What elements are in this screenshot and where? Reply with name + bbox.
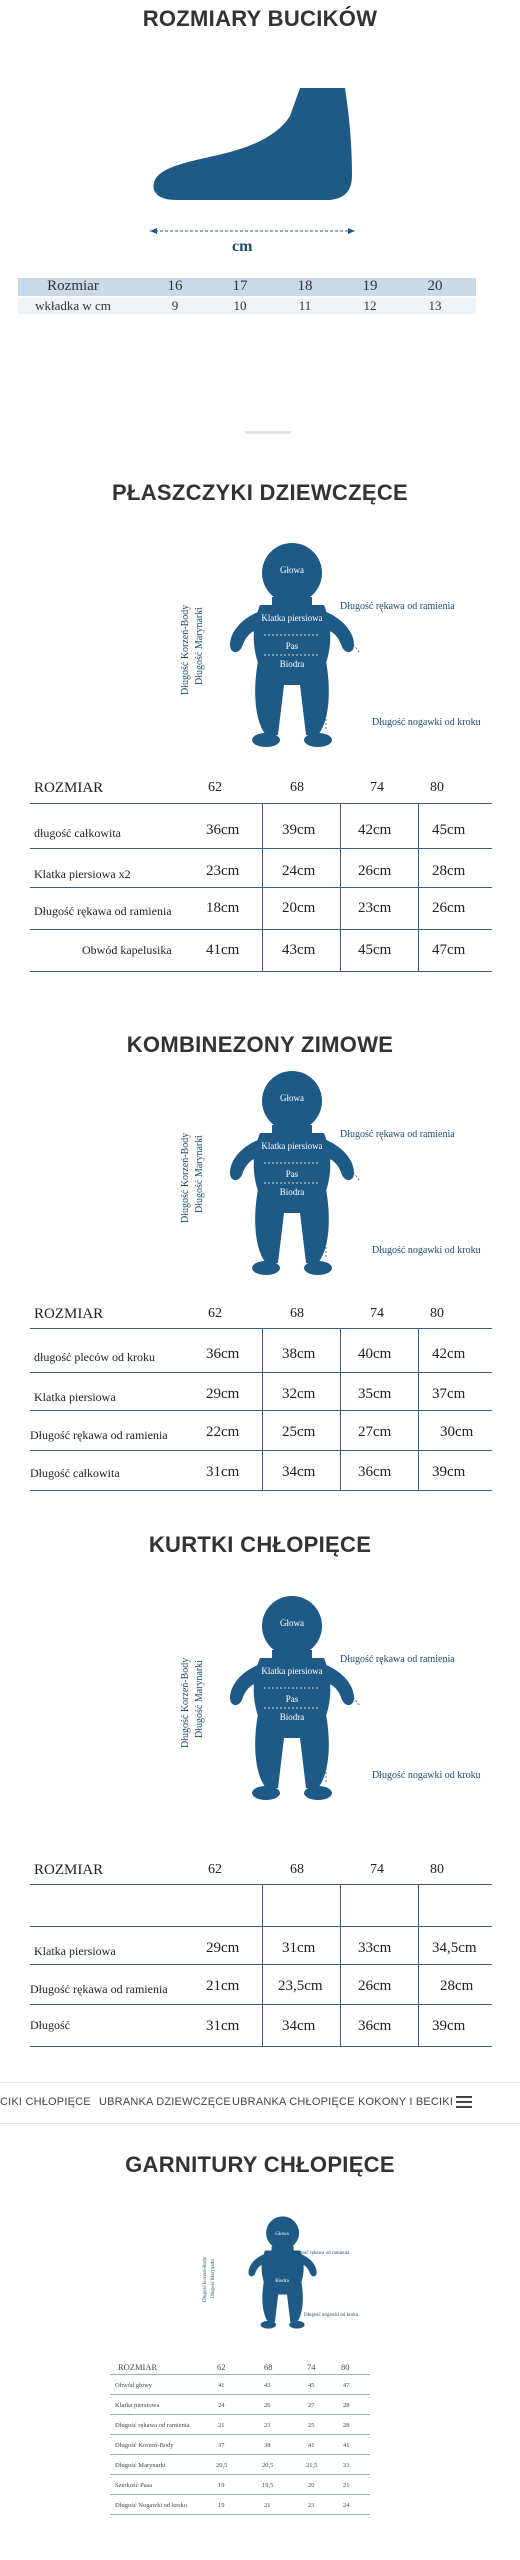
sets-cell: 45 xyxy=(308,2382,315,2389)
sets-header-label: ROZMIAR xyxy=(118,2362,158,2372)
sets-cell: 19 xyxy=(218,2482,225,2489)
sets-cell: 21 xyxy=(264,2502,271,2509)
winter-cell: 32cm xyxy=(282,1386,316,1402)
jackets-header-label: ROZMIAR xyxy=(34,1862,104,1878)
label-sleeve: Długość rękawa od ramienia xyxy=(340,1129,455,1140)
category-nav-bar xyxy=(0,2082,520,2124)
coats-cell: 39cm xyxy=(282,822,316,838)
coats-cell: 24cm xyxy=(282,863,316,879)
jackets-cell: 39cm xyxy=(432,2018,466,2034)
winter-cell: 36cm xyxy=(358,1464,392,1480)
jackets-cell: 29cm xyxy=(206,1940,240,1956)
label-body-length: Długość Korzeń-Body xyxy=(203,2256,208,2302)
winter-cell: 35cm xyxy=(358,1386,392,1402)
coats-header-label: ROZMIAR xyxy=(34,780,104,796)
baby-measure-diagram xyxy=(160,1063,500,1293)
label-body-length: Długość Korzeń-Body xyxy=(180,1132,191,1223)
label-sleeve: Długość rękawa od ramienia xyxy=(340,601,455,612)
label-jacket-length: Długość Marynarki xyxy=(194,606,205,685)
winter-cell: 22cm xyxy=(206,1424,240,1440)
boots-title: ROZMIARY BUCIKÓW xyxy=(142,6,378,31)
sets-cell: 23 xyxy=(308,2502,315,2509)
boots-size: 18 xyxy=(297,278,313,294)
winter-cell: 39cm xyxy=(432,1464,466,1480)
coats-title: PŁASZCZYKI DZIEWCZĘCE xyxy=(112,480,408,505)
winter-cell: 36cm xyxy=(206,1346,240,1362)
separator-mark xyxy=(245,431,291,434)
label-jacket-length: Długość Marynarki xyxy=(194,1659,205,1738)
label-waist: Pas xyxy=(285,1169,299,1179)
coats-row-label: Klatka piersiowa x2 xyxy=(34,867,131,881)
boots-size: 20 xyxy=(427,278,443,294)
winter-cell: 29cm xyxy=(206,1386,240,1402)
jackets-cell: 26cm xyxy=(358,1978,392,1994)
coats-cell: 26cm xyxy=(358,863,392,879)
label-head: Głowa xyxy=(280,1093,304,1103)
coats-cell: 26cm xyxy=(432,900,466,916)
baby-measure-diagram xyxy=(160,1588,500,1818)
foot-illustration xyxy=(140,80,380,235)
boots-row-size-label: Rozmiar xyxy=(47,278,99,294)
sets-size-col: 68 xyxy=(264,2362,273,2372)
jackets-cell: 28cm xyxy=(440,1978,474,1994)
coats-cell: 43cm xyxy=(282,942,316,958)
winter-cell: 30cm xyxy=(440,1424,474,1440)
winter-cell: 38cm xyxy=(282,1346,316,1362)
coats-size-col: 74 xyxy=(370,780,384,795)
jackets-size-col: 62 xyxy=(208,1862,222,1877)
coats-cell: 36cm xyxy=(206,822,240,838)
jackets-cell: 34cm xyxy=(282,2018,316,2034)
winter-row-label: Klatka piersiowa xyxy=(34,1390,116,1404)
nav-item-girls-clothes[interactable]: UBRANKA DZIEWCZĘCE xyxy=(99,2096,231,2108)
sets-cell: 19,5 xyxy=(262,2482,274,2489)
label-hips: Biodra xyxy=(279,1712,305,1722)
jackets-cell: 23,5cm xyxy=(278,1978,323,1994)
sets-cell: 43 xyxy=(264,2382,271,2389)
label-leg: Długość nogawki od kroku xyxy=(372,1245,481,1256)
sets-cell: 27 xyxy=(308,2402,315,2409)
sets-row-label: Obwód głowy xyxy=(115,2382,153,2389)
label-head: Głowa xyxy=(280,1618,304,1628)
winter-row-label: długość pleców od kroku xyxy=(34,1350,155,1364)
jackets-row-label: Długość rękawa od ramienia xyxy=(30,1982,168,1996)
label-leg: Długość nogawki od kroku xyxy=(304,2313,359,2318)
label-waist: Pas xyxy=(285,1694,299,1704)
sets-row-label: Długość Marynarki xyxy=(115,2462,166,2469)
winter-row-label: Długość rękawa od ramienia xyxy=(30,1428,168,1442)
boots-size: 16 xyxy=(167,278,183,294)
winter-header-label: ROZMIAR xyxy=(34,1306,104,1322)
sets-cell: 47 xyxy=(343,2382,350,2389)
coats-cell: 45cm xyxy=(358,942,392,958)
jackets-size-col: 68 xyxy=(290,1862,304,1877)
sets-cell: 37 xyxy=(218,2442,225,2449)
sets-cell: 25 xyxy=(308,2422,315,2429)
label-sleeve: Długość rękawa od ramienia xyxy=(340,1654,455,1665)
jackets-size-col: 80 xyxy=(430,1862,444,1877)
winter-title: KOMBINEZONY ZIMOWE xyxy=(126,1032,394,1057)
boots-insole: 9 xyxy=(171,298,179,313)
winter-cell: 40cm xyxy=(358,1346,392,1362)
boots-insole: 11 xyxy=(298,298,312,313)
sets-cell: 38 xyxy=(264,2442,271,2449)
winter-cell: 37cm xyxy=(432,1386,466,1402)
label-body-length: Długość Korzeń-Body xyxy=(180,604,191,695)
label-leg: Długość nogawki od kroku xyxy=(372,1770,481,1781)
boots-size: 19 xyxy=(362,278,378,294)
label-jacket-length: Długość Marynarki xyxy=(211,2258,216,2298)
foot-shape xyxy=(153,88,352,200)
label-sleeve: Długość rękawa od ramienia xyxy=(292,2251,350,2256)
coats-cell: 20cm xyxy=(282,900,316,916)
jackets-row-label: Długość xyxy=(30,2018,70,2032)
jackets-title: KURTKI CHŁOPIĘCE xyxy=(148,1532,372,1557)
label-chest: Klatka piersiowa xyxy=(261,1666,323,1676)
sets-cell: 24 xyxy=(218,2402,225,2409)
winter-size-col: 62 xyxy=(208,1306,222,1321)
sets-cell: 41 xyxy=(343,2442,350,2449)
sets-row-label: Długość Korzeń-Body xyxy=(115,2442,174,2449)
coats-size-col: 80 xyxy=(430,780,444,795)
nav-item-boys-shoes[interactable]: CIKI CHŁOPIĘCE xyxy=(0,2096,91,2108)
coats-row-label: Długość rękawa od ramienia xyxy=(34,904,172,918)
jackets-cell: 33cm xyxy=(358,1940,392,1956)
coats-size-col: 68 xyxy=(290,780,304,795)
sets-cell: 23 xyxy=(264,2422,271,2429)
winter-size-col: 68 xyxy=(290,1306,304,1321)
sets-cell: 20 xyxy=(308,2482,315,2489)
label-body-length: Długość Korzeń-Body xyxy=(180,1657,191,1748)
label-head: Głowa xyxy=(275,2232,289,2237)
coats-cell: 23cm xyxy=(358,900,392,916)
sets-row-label: Klatka piersiowa xyxy=(115,2402,160,2409)
label-waist: Pas xyxy=(285,641,299,651)
coats-cell: 28cm xyxy=(432,863,466,879)
coats-size-col: 62 xyxy=(208,780,222,795)
label-hips: Biodra xyxy=(279,659,305,669)
label-chest: Klatka piersiowa xyxy=(261,1141,323,1151)
sets-cell: 21,5 xyxy=(306,2462,318,2469)
jackets-size-col: 74 xyxy=(370,1862,384,1877)
boots-insole: 12 xyxy=(363,298,377,313)
sets-cell: 41 xyxy=(218,2382,225,2389)
boots-size: 17 xyxy=(232,278,248,294)
sets-cell: 19 xyxy=(218,2502,225,2509)
sets-cell: 41 xyxy=(308,2442,315,2449)
label-hips: Biodra xyxy=(275,2279,289,2284)
boots-insole: 13 xyxy=(428,298,442,313)
sets-row-label: Szerkość Pasa xyxy=(115,2482,153,2489)
baby-measure-diagram xyxy=(160,535,500,765)
baby-measure-diagram-small xyxy=(190,2212,390,2347)
winter-row-label: Długość całkowita xyxy=(30,1466,120,1480)
winter-cell: 31cm xyxy=(206,1464,240,1480)
sets-row-label: Długość Nogawki od kroku xyxy=(115,2502,188,2509)
sets-title: GARNITURY CHŁOPIĘCE xyxy=(125,2152,395,2177)
label-leg: Długość nogawki od kroku xyxy=(372,717,481,728)
nav-item-cocoons[interactable]: KOKONY I BECIKI xyxy=(358,2096,454,2108)
winter-cell: 42cm xyxy=(432,1346,466,1362)
jackets-cell: 31cm xyxy=(206,2018,240,2034)
sets-cell: 28 xyxy=(343,2402,350,2409)
sets-cell: 21 xyxy=(343,2482,350,2489)
sets-cell: 20,5 xyxy=(262,2462,274,2469)
boots-row-insole-label: wkładka w cm xyxy=(35,298,111,313)
cm-label: cm xyxy=(232,238,253,255)
sets-row-label: Długość rękawa od ramienia xyxy=(115,2422,190,2429)
coats-row-label: długość całkowita xyxy=(34,826,121,840)
sets-cell: 26 xyxy=(264,2402,271,2409)
label-hips: Biodra xyxy=(279,1187,305,1197)
nav-item-boys-clothes[interactable]: UBRANKA CHŁOPIĘCE xyxy=(232,2096,355,2108)
sets-cell: 21 xyxy=(218,2422,225,2429)
coats-cell: 41cm xyxy=(206,942,240,958)
winter-cell: 25cm xyxy=(282,1424,316,1440)
coats-row-label: Obwód kapelusika xyxy=(82,943,172,957)
label-jacket-length: Długość Marynarki xyxy=(194,1134,205,1213)
label-chest: Klatka piersiowa xyxy=(261,613,323,623)
winter-cell: 34cm xyxy=(282,1464,316,1480)
coats-cell: 42cm xyxy=(358,822,392,838)
sets-size-col: 80 xyxy=(341,2362,350,2372)
coats-cell: 18cm xyxy=(206,900,240,916)
hamburger-menu-icon[interactable] xyxy=(456,2096,472,2108)
jackets-cell: 36cm xyxy=(358,2018,392,2034)
boots-insole: 10 xyxy=(233,298,247,313)
jackets-cell: 31cm xyxy=(282,1940,316,1956)
jackets-row-label: Klatka piersiowa xyxy=(34,1944,116,1958)
winter-size-col: 80 xyxy=(430,1306,444,1321)
sets-size-col: 74 xyxy=(307,2362,316,2372)
coats-cell: 45cm xyxy=(432,822,466,838)
sets-cell: 20,5 xyxy=(216,2462,228,2469)
coats-cell: 23cm xyxy=(206,863,240,879)
sets-size-col: 62 xyxy=(217,2362,226,2372)
coats-cell: 47cm xyxy=(432,942,466,958)
winter-cell: 27cm xyxy=(358,1424,392,1440)
sets-cell: 33 xyxy=(343,2462,350,2469)
jackets-cell: 21cm xyxy=(206,1978,240,1994)
label-head: Głowa xyxy=(280,565,304,575)
sets-cell: 24 xyxy=(343,2502,350,2509)
jackets-cell: 34,5cm xyxy=(432,1940,477,1956)
sets-cell: 28 xyxy=(343,2422,350,2429)
winter-size-col: 74 xyxy=(370,1306,384,1321)
